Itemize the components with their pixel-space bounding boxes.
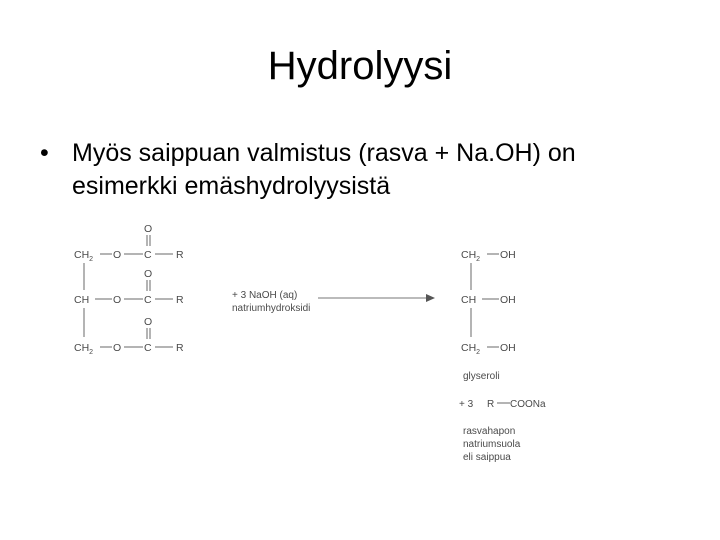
glycerol-label: glyseroli (463, 371, 500, 382)
soap-product (459, 399, 546, 463)
soap-label-line3: eli saippua (463, 452, 511, 463)
glycerol-ch2-top: $CH_2$ (461, 249, 481, 263)
atom-ch-mid: CH (74, 294, 90, 306)
atom-c-top: C (144, 249, 152, 261)
atom-r-top: R (176, 249, 184, 261)
atom-o-bottom: O (113, 342, 122, 354)
glycerol-structure (461, 249, 516, 382)
glycerol-oh-top: OH (500, 249, 516, 261)
atom-r-bottom: R (176, 342, 184, 354)
glycerol-ch2-bottom: $CH_2$ (461, 342, 481, 356)
soap-coona: COONa (510, 399, 546, 410)
slide-title: Hydrolyysi (267, 44, 453, 88)
atom-carbonyl-o-top: O (144, 223, 153, 235)
atom-o-mid: O (113, 294, 122, 306)
soap-label-line2: natriumsuola (463, 439, 521, 450)
bullet-dot: • (40, 139, 49, 167)
atom-ch2-bottom: $CH_2$ (74, 342, 94, 356)
reagent-name: natriumhydroksidi (232, 303, 311, 314)
atom-c-bottom: C (144, 342, 152, 354)
bullet-text: Myös saippuan valmistus (rasva + Na.OH) on esimerkki emäshydrolyysistä (72, 139, 576, 200)
glycerol-oh-mid: OH (500, 294, 516, 306)
reagent-naoh: + 3 NaOH (aq) (232, 290, 298, 301)
atom-r-mid: R (176, 294, 184, 306)
atom-carbonyl-o-bottom: O (144, 316, 153, 328)
atom-ch2-top: $CH_2$ (74, 249, 94, 263)
atom-c-mid: C (144, 294, 152, 306)
atom-o-top: O (113, 249, 122, 261)
reagent-group (232, 290, 310, 314)
glycerol-oh-bottom: OH (500, 342, 516, 354)
soap-coefficient: + 3 (459, 399, 474, 410)
glycerol-ch-mid: CH (461, 294, 477, 306)
reaction-arrow (318, 294, 435, 302)
atom-carbonyl-o-mid: O (144, 268, 153, 280)
triglyceride-structure (74, 223, 184, 356)
soap-label-line1: rasvahapon (463, 426, 516, 437)
soap-r-group: R (487, 399, 495, 410)
